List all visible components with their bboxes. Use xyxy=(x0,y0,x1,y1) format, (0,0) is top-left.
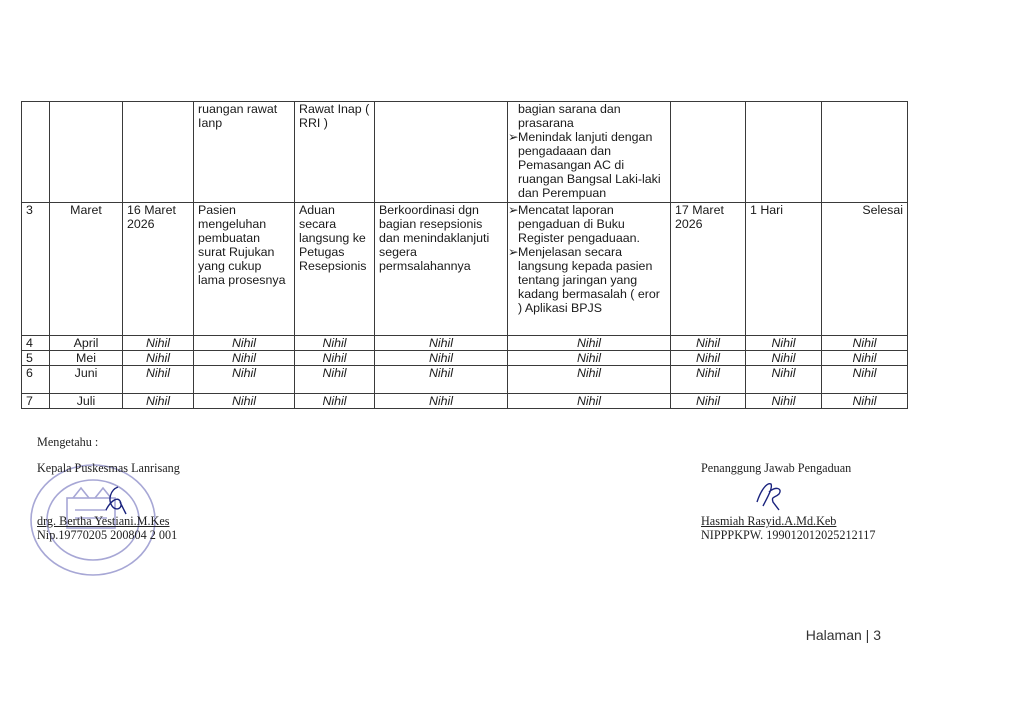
nihil-cell: Nihil xyxy=(508,366,671,394)
row-number: 3 xyxy=(22,203,50,336)
table-row xyxy=(22,102,908,203)
nihil-cell: Nihil xyxy=(508,394,671,409)
bullet-item xyxy=(508,203,666,245)
nihil-cell: Nihil xyxy=(746,351,822,366)
nihil-cell: Nihil xyxy=(375,336,508,351)
arrow-bullet-icon: ➢ xyxy=(508,130,519,144)
nihil-cell: Nihil xyxy=(295,394,375,409)
page-number: Halaman | 3 xyxy=(805,627,881,643)
arrow-bullet-icon: ➢ xyxy=(508,245,519,259)
month-cell: Juni xyxy=(50,366,123,394)
row-number: 5 xyxy=(22,351,50,366)
nihil-cell: Nihil xyxy=(671,366,746,394)
coordination-cell: Berkoordinasi dgn bagian resepsionis dan menindaklanjuti segera permsalahannya xyxy=(375,203,508,336)
nihil-cell: Nihil xyxy=(295,336,375,351)
nihil-cell: Nihil xyxy=(671,351,746,366)
nihil-cell: Nihil xyxy=(375,394,508,409)
duration-cell: 1 Hari xyxy=(746,203,822,336)
officer-name: Hasmiah Rasyid.A.Md.Keb xyxy=(701,514,837,528)
month-cell: Juli xyxy=(50,394,123,409)
bullet-item xyxy=(508,245,666,315)
nihil-cell: Nihil xyxy=(295,366,375,394)
nihil-cell: Nihil xyxy=(746,336,822,351)
nihil-cell: Nihil xyxy=(375,366,508,394)
nihil-cell: Nihil xyxy=(123,351,194,366)
finish-date-cell: 17 Maret 2026 xyxy=(671,203,746,336)
table-row xyxy=(22,203,908,336)
nihil-cell: Nihil xyxy=(746,366,822,394)
nihil-cell: Nihil xyxy=(822,394,908,409)
nihil-cell: Nihil xyxy=(194,394,295,409)
nihil-cell: Nihil xyxy=(194,336,295,351)
nihil-cell: Nihil xyxy=(746,394,822,409)
source-cell: Rawat Inap ( RRI ) xyxy=(295,102,375,203)
table-row xyxy=(22,394,908,409)
action-text: Menindak lanjuti dengan pengadaaan dan Pemasangan AC di ruangan Bangsal Laki-laki dan Perempuan xyxy=(518,130,661,200)
officer-id: NIPPPKPW. 199012012025212117 xyxy=(701,528,876,542)
complaint-cell: Pasien mengeluhan pembuatan surat Rujukan yang cukup lama prosesnya xyxy=(194,203,295,336)
arrow-bullet-icon: ➢ xyxy=(508,203,519,217)
acknowledged-label: Mengetahu : xyxy=(37,435,99,449)
table-row xyxy=(22,366,908,394)
nihil-cell: Nihil xyxy=(194,366,295,394)
bullet-item xyxy=(508,130,666,200)
action-cell xyxy=(508,102,671,203)
nihil-cell: Nihil xyxy=(508,351,671,366)
nihil-cell: Nihil xyxy=(123,366,194,394)
action-text: Menjelasan secara langsung kepada pasien tentang jaringan yang kadang bermasalah ( eror ) Aplikasi BPJS xyxy=(518,245,660,315)
complaint-cell: ruangan rawat Ianp xyxy=(194,102,295,203)
nihil-cell: Nihil xyxy=(194,351,295,366)
month-cell: April xyxy=(50,336,123,351)
nihil-cell: Nihil xyxy=(822,351,908,366)
date-cell: 16 Maret 2026 xyxy=(123,203,194,336)
nihil-cell: Nihil xyxy=(123,336,194,351)
officer-position: Penanggung Jawab Pengaduan xyxy=(701,461,852,475)
row-number: 4 xyxy=(22,336,50,351)
table-row xyxy=(22,351,908,366)
month-cell: Mei xyxy=(50,351,123,366)
action-text: Mencatat laporan pengaduan di Buku Register pengaduaan. xyxy=(518,203,640,245)
nihil-cell: Nihil xyxy=(123,394,194,409)
nihil-cell: Nihil xyxy=(822,366,908,394)
nihil-cell: Nihil xyxy=(508,336,671,351)
complaint-table xyxy=(21,101,908,409)
source-cell: Aduan secara langsung ke Petugas Resepsionis xyxy=(295,203,375,336)
table-row xyxy=(22,336,908,351)
officer-signature-icon xyxy=(753,478,787,512)
nihil-cell: Nihil xyxy=(671,394,746,409)
nihil-cell: Nihil xyxy=(671,336,746,351)
month-cell: Maret xyxy=(50,203,123,336)
head-signature-icon xyxy=(100,484,130,516)
nihil-cell: Nihil xyxy=(375,351,508,366)
action-text: bagian sarana dan prasarana xyxy=(518,102,621,130)
action-cell xyxy=(508,203,671,336)
nihil-cell: Nihil xyxy=(822,336,908,351)
status-cell: Selesai xyxy=(822,203,908,336)
nihil-cell: Nihil xyxy=(295,351,375,366)
head-position: Kepala Puskesmas Lanrisang xyxy=(37,461,180,475)
row-number: 6 xyxy=(22,366,50,394)
head-id: Nip.19770205 200804 2 001 xyxy=(37,528,178,542)
row-number: 7 xyxy=(22,394,50,409)
head-name: drg. Bertha Yestiani.M.Kes xyxy=(37,514,170,528)
